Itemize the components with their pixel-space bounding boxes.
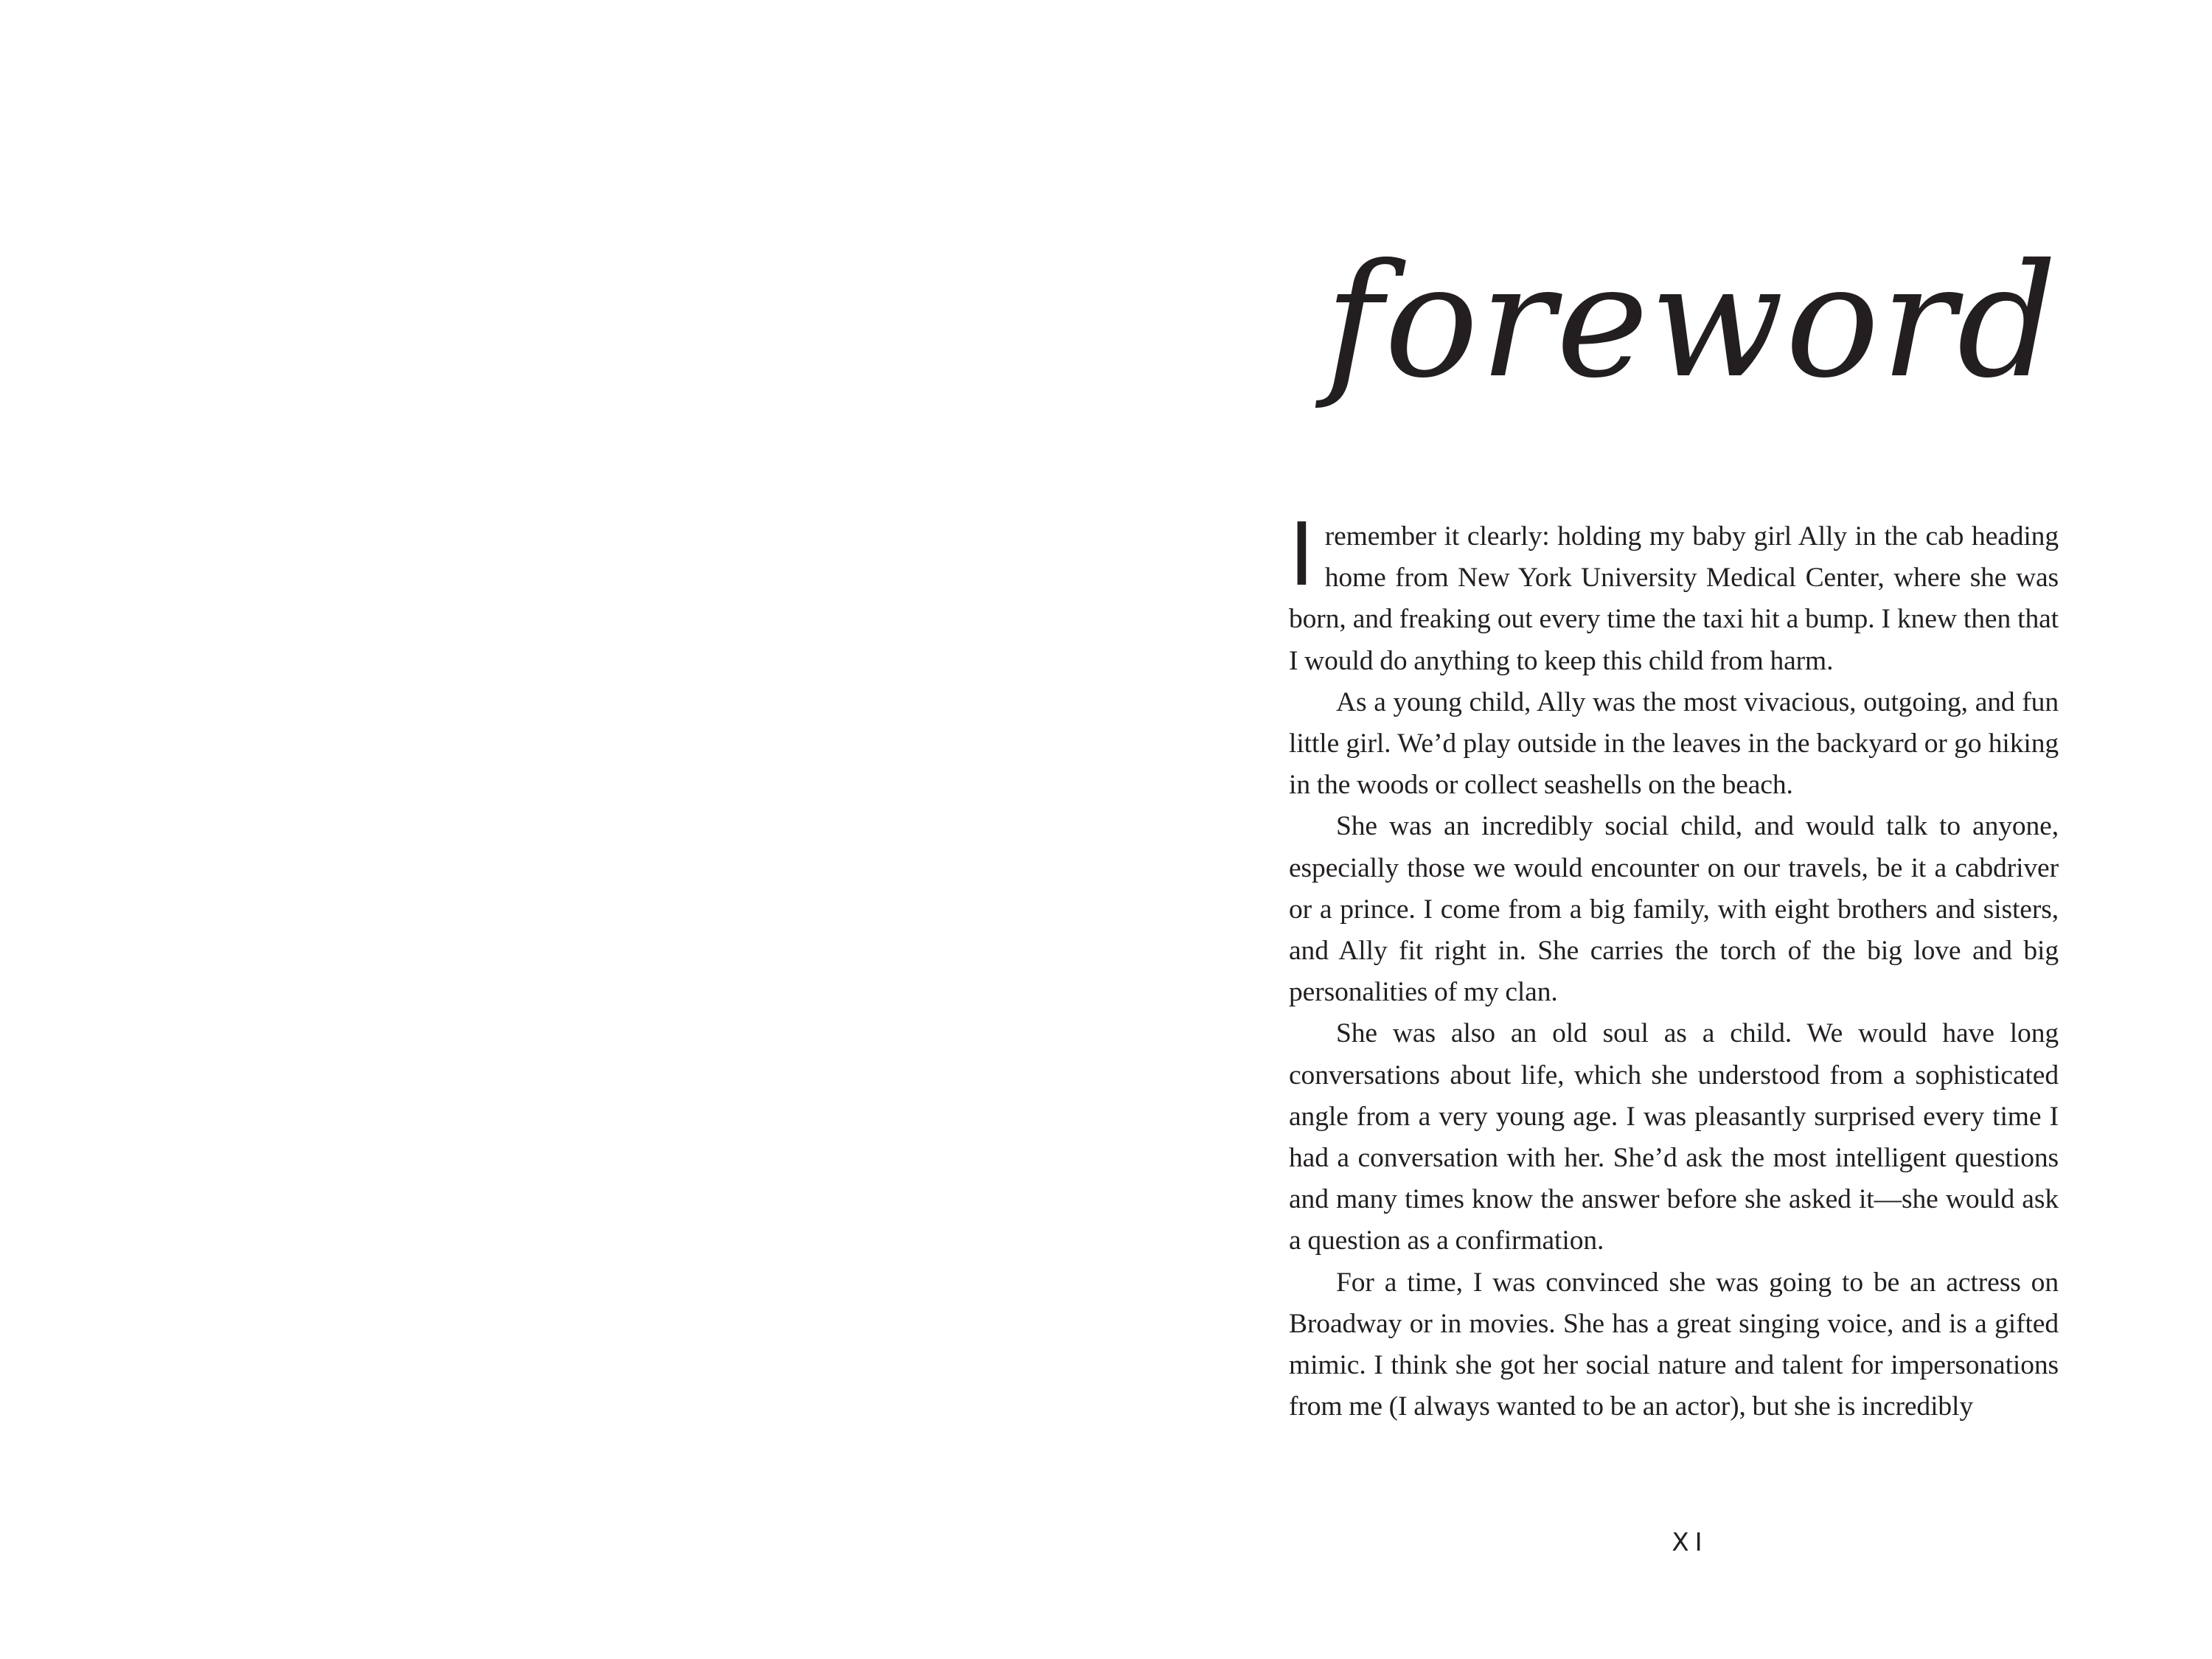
right-page [1106,0,2212,1659]
paragraph-2: As a young child, Ally was the most vivacious, outgoing, and fun little girl. We’d play outside in the leaves in the backyard or go hiking in the woods or collect seashells on the beach. [1289,686,2059,801]
drop-cap: I [1289,504,1315,605]
paragraph-1-text: remember it clearly: holding my baby girl Ally in the cab heading home from New York University Medical Center, where she was born, and freaking out every time the taxi hit a bump. I knew then that I would do anything to keep this child from harm. [1289,521,2059,676]
body-text [1289,504,2059,1427]
paragraph-4: She was also an old soul as a child. We would have long conversations about life, which she understood from a sophisticated angle from a very young age. I was pleasantly surprised every time I had a conversation with her. She’d ask the most intelligent questions and many times know the answer before she asked it—she would ask a question as a confirmation. [1289,1018,2059,1256]
chapter-title: foreword [1324,230,2059,412]
paragraph-5: For a time, I was convinced she was going to be an actress on Broadway or in movies. She has a great singing voice, and is a gifted mimic. I think she got her social nature and talent for impersonations from me (I always wanted to be an actor), but she is incredibly [1289,1267,2059,1422]
paragraph-3: She was an incredibly social child, and would talk to anyone, especially those we would encounter on our travels, be it a cabdriver or a prince. I come from a big family, with eight brothers and sisters, and Ally fit right in. She carries the torch of the big love and big personalities of my clan. [1289,811,2059,1008]
page-number: XI [1672,1528,1708,1557]
paragraph-1 [1289,504,2059,682]
